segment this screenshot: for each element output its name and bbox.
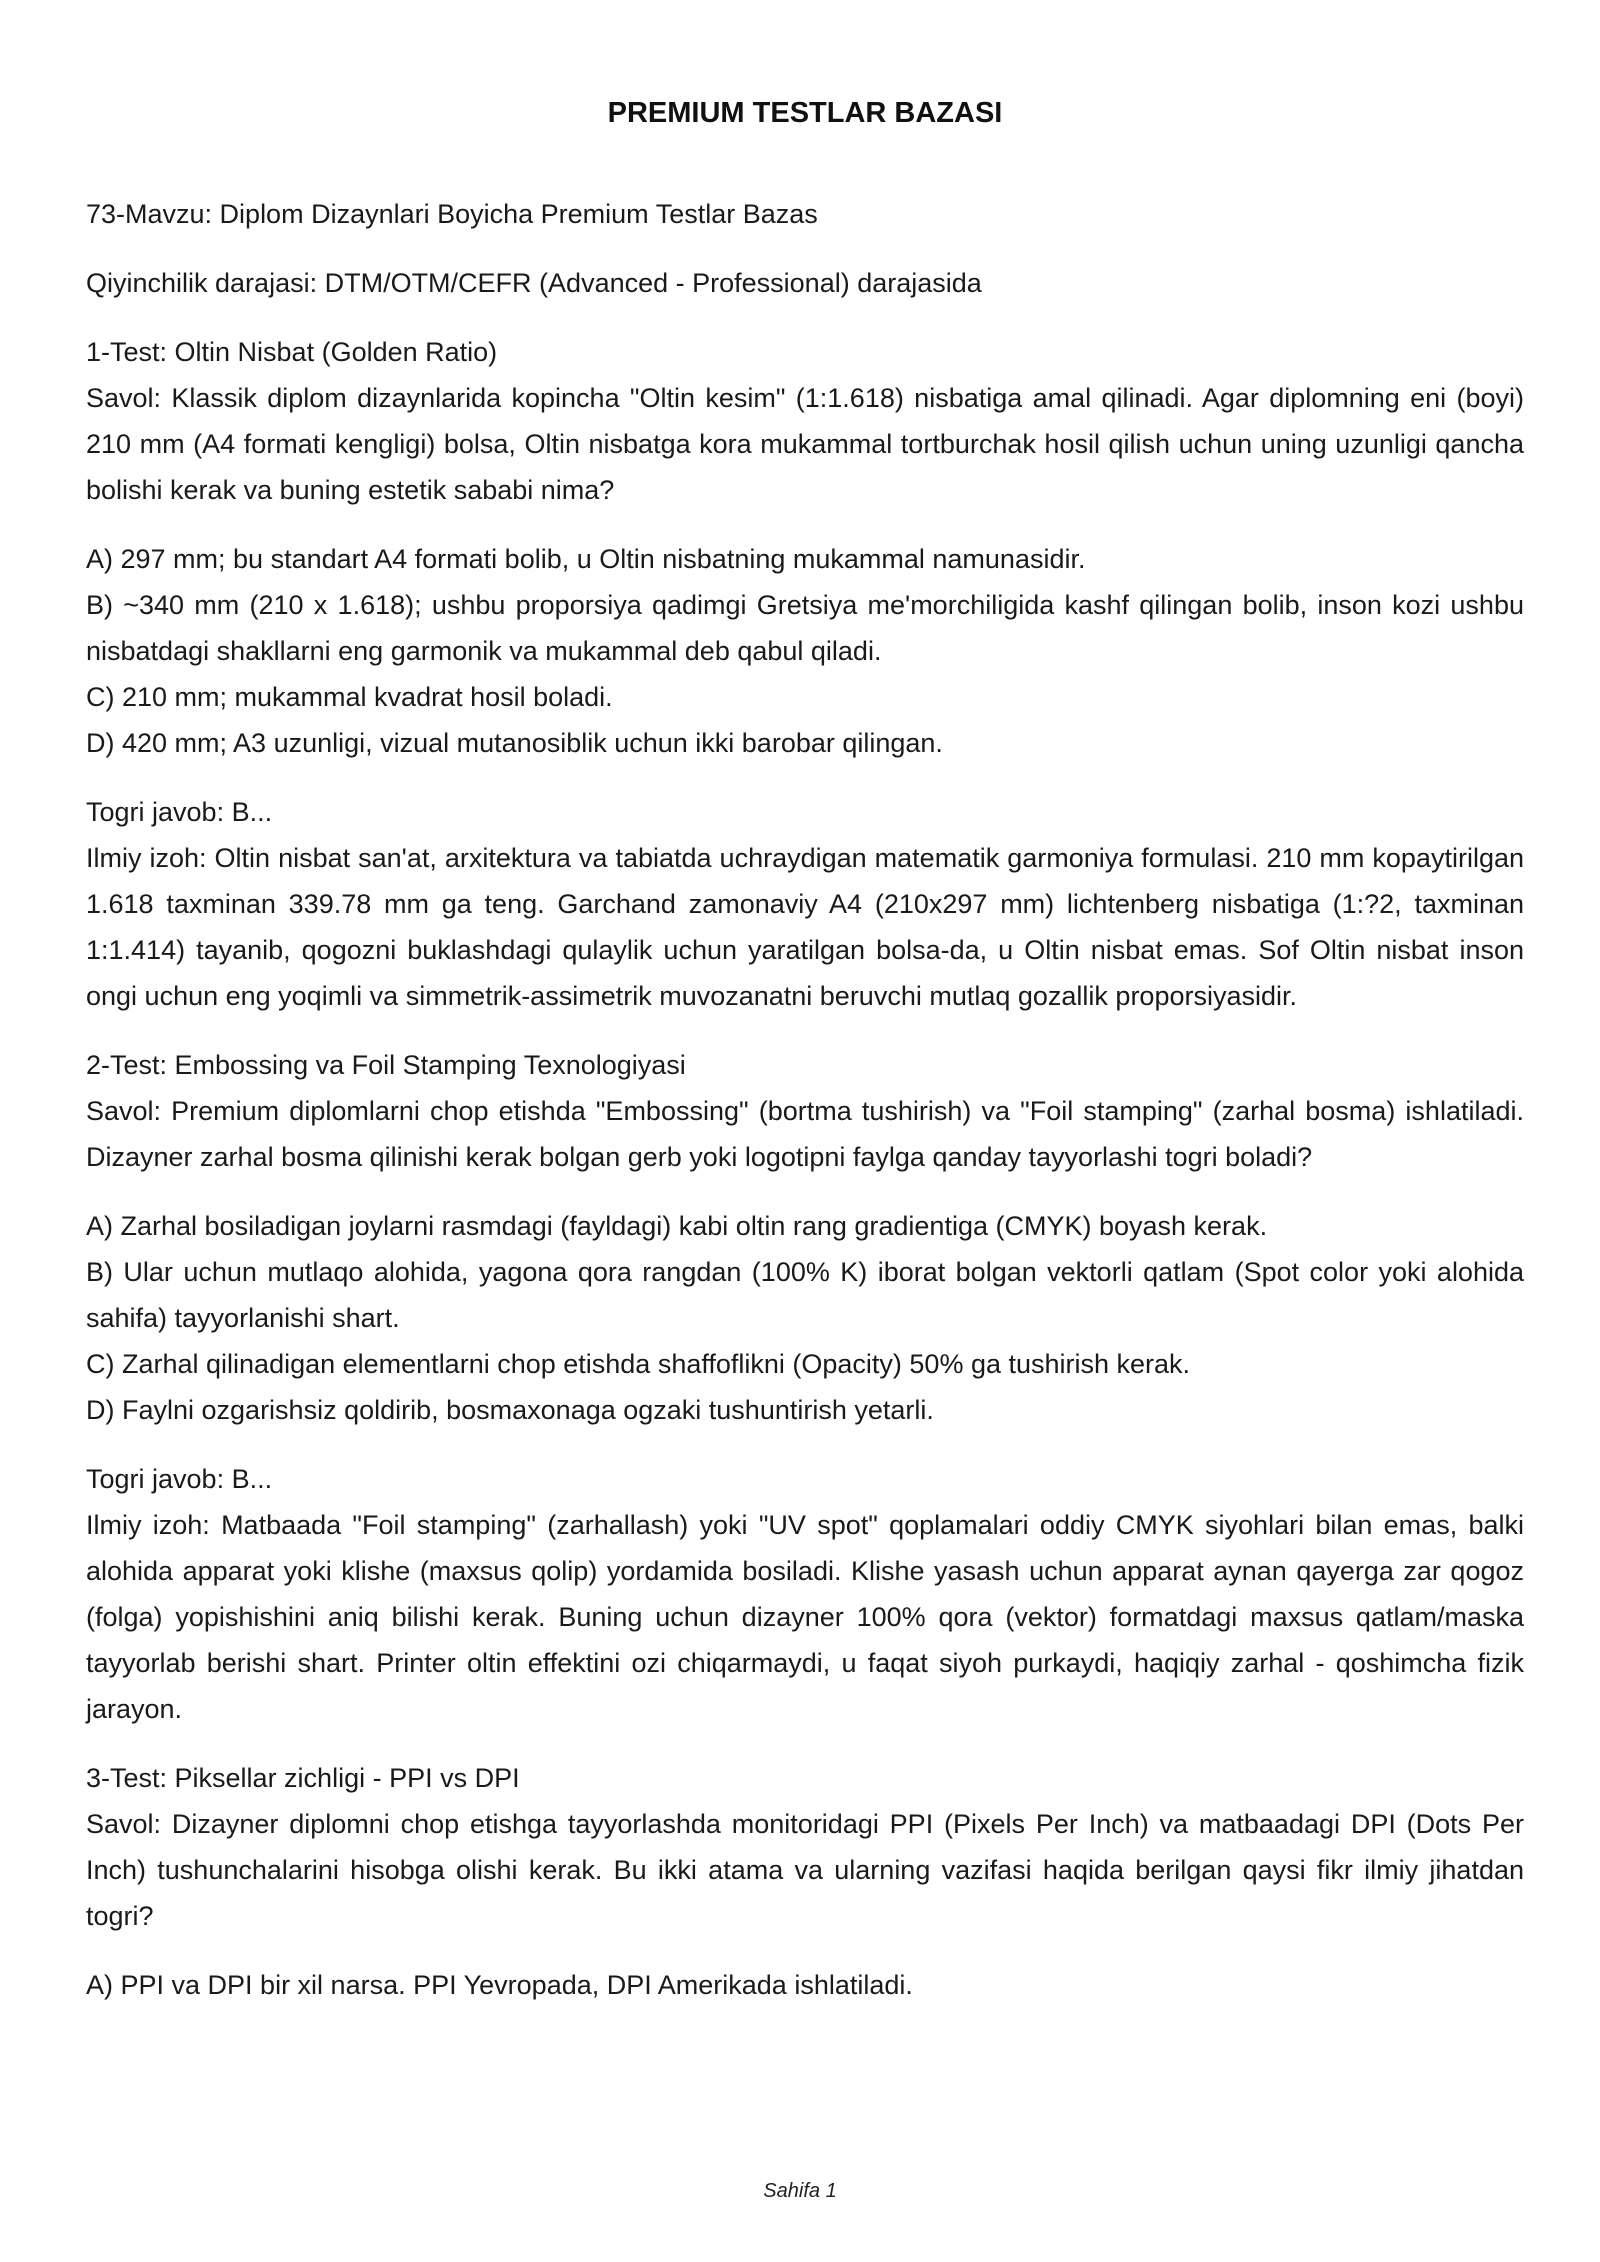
test-question: Savol: Dizayner diplomni chop etishga tayyorlashda monitoridagi PPI (Pixels Per Inch) va matbaadagi DPI (Dots Per Inch) tushunchalarini hisobga olishi kerak. Bu ikki atama va ularning vazifasi haqida berilgan qaysi fikr ilmiy jihatdan togri? bbox=[86, 1809, 1524, 1931]
test-heading: 1-Test: Oltin Nisbat (Golden Ratio) bbox=[86, 337, 498, 367]
test-option: B) Ular uchun mutlaqo alohida, yagona qora rangdan (100% K) iborat bolgan vektorli qatlam (Spot color yoki alohida sahifa) tayyorlanishi shart. bbox=[86, 1257, 1524, 1333]
test-block bbox=[86, 1042, 1524, 1732]
topic-line: 73-Mavzu: Diplom Dizaynlari Boyicha Premium Testlar Bazas bbox=[86, 199, 818, 229]
test-answer: Togri javob: B... bbox=[86, 1464, 273, 1494]
test-option: A) PPI va DPI bir xil narsa. PPI Yevropada, DPI Amerikada ishlatiladi. bbox=[86, 1970, 913, 2000]
test-answer: Togri javob: B... bbox=[86, 797, 273, 827]
test-option: C) 210 mm; mukammal kvadrat hosil boladi. bbox=[86, 682, 613, 712]
test-heading: 2-Test: Embossing va Foil Stamping Texnologiyasi bbox=[86, 1050, 686, 1080]
test-option: D) 420 mm; A3 uzunligi, vizual mutanosiblik uchun ikki barobar qilingan. bbox=[86, 728, 943, 758]
test-option: D) Faylni ozgarishsiz qoldirib, bosmaxonaga ogzaki tushuntirish yetarli. bbox=[86, 1395, 934, 1425]
test-option: B) ~340 mm (210 x 1.618); ushbu proporsiya qadimgi Gretsiya me'morchiligida kashf qilingan bolib, inson kozi ushbu nisbatdagi shakllarni eng garmonik va mukammal deb qabul qiladi. bbox=[86, 590, 1524, 666]
test-option: A) 297 mm; bu standart A4 formati bolib, u Oltin nisbatning mukammal namunasidir. bbox=[86, 544, 1086, 574]
test-option: C) Zarhal qilinadigan elementlarni chop etishda shaffoflikni (Opacity) 50% ga tushirish kerak. bbox=[86, 1349, 1191, 1379]
difficulty-line: Qiyinchilik darajasi: DTM/OTM/CEFR (Advanced - Professional) darajasida bbox=[86, 268, 982, 298]
test-block bbox=[86, 1755, 1524, 2008]
document-title: PREMIUM TESTLAR BAZASI bbox=[607, 97, 1003, 129]
test-question: Savol: Premium diplomlarni chop etishda "Embossing" (bortma tushirish) va "Foil stamping" (zarhal bosma) ishlatiladi. Dizayner zarhal bosma qilinishi kerak bolgan gerb yoki logotipni faylga qanday tayyorlashi togri boladi? bbox=[86, 1096, 1524, 1172]
test-block bbox=[86, 329, 1524, 1019]
page-number-footer: Sahifa 1 bbox=[763, 2180, 837, 2202]
test-explanation: Ilmiy izoh: Matbaada "Foil stamping" (zarhallash) yoki "UV spot" qoplamalari oddiy CMYK siyohlari bilan emas, balki alohida apparat yoki klishe (maxsus qolip) yordamida bosiladi. Klishe yasash uchun apparat aynan qayerga zar qogoz (folga) yopishishini aniq bilishi kerak. Buning uchun dizayner 100% qora (vektor) formatdagi maxsus qatlam/maska tayyorlab berishi shart. Printer oltin effektini ozi chiqarmaydi, u faqat siyoh purkaydi, haqiqiy zarhal - qoshimcha fizik jarayon. bbox=[86, 1510, 1524, 1724]
test-heading: 3-Test: Piksellar zichligi - PPI vs DPI bbox=[86, 1763, 520, 1793]
test-explanation: Ilmiy izoh: Oltin nisbat san'at, arxitektura va tabiatda uchraydigan matematik garmoniya formulasi. 210 mm kopaytirilgan 1.618 taxminan 339.78 mm ga teng. Garchand zamonaviy A4 (210x297 mm) lichtenberg nisbatiga (1:?2, taxminan 1:1.414) tayanib, qogozni buklashdagi qulaylik uchun yaratilgan bolsa-da, u Oltin nisbat emas. Sof Oltin nisbat inson ongi uchun eng yoqimli va simmetrik-assimetrik muvozanatni beruvchi mutlaq gozallik proporsiyasidir. bbox=[86, 843, 1524, 1011]
test-question: Savol: Klassik diplom dizaynlarida kopincha "Oltin kesim" (1:1.618) nisbatiga amal qilinadi. Agar diplomning eni (boyi) 210 mm (A4 formati kengligi) bolsa, Oltin nisbatga kora mukammal tortburchak hosil qilish uchun uning uzunligi qancha bolishi kerak va buning estetik sababi nima? bbox=[86, 383, 1524, 505]
test-option: A) Zarhal bosiladigan joylarni rasmdagi (fayldagi) kabi oltin rang gradientiga (CMYK) boyash kerak. bbox=[86, 1211, 1268, 1241]
document-body bbox=[86, 191, 1524, 2008]
